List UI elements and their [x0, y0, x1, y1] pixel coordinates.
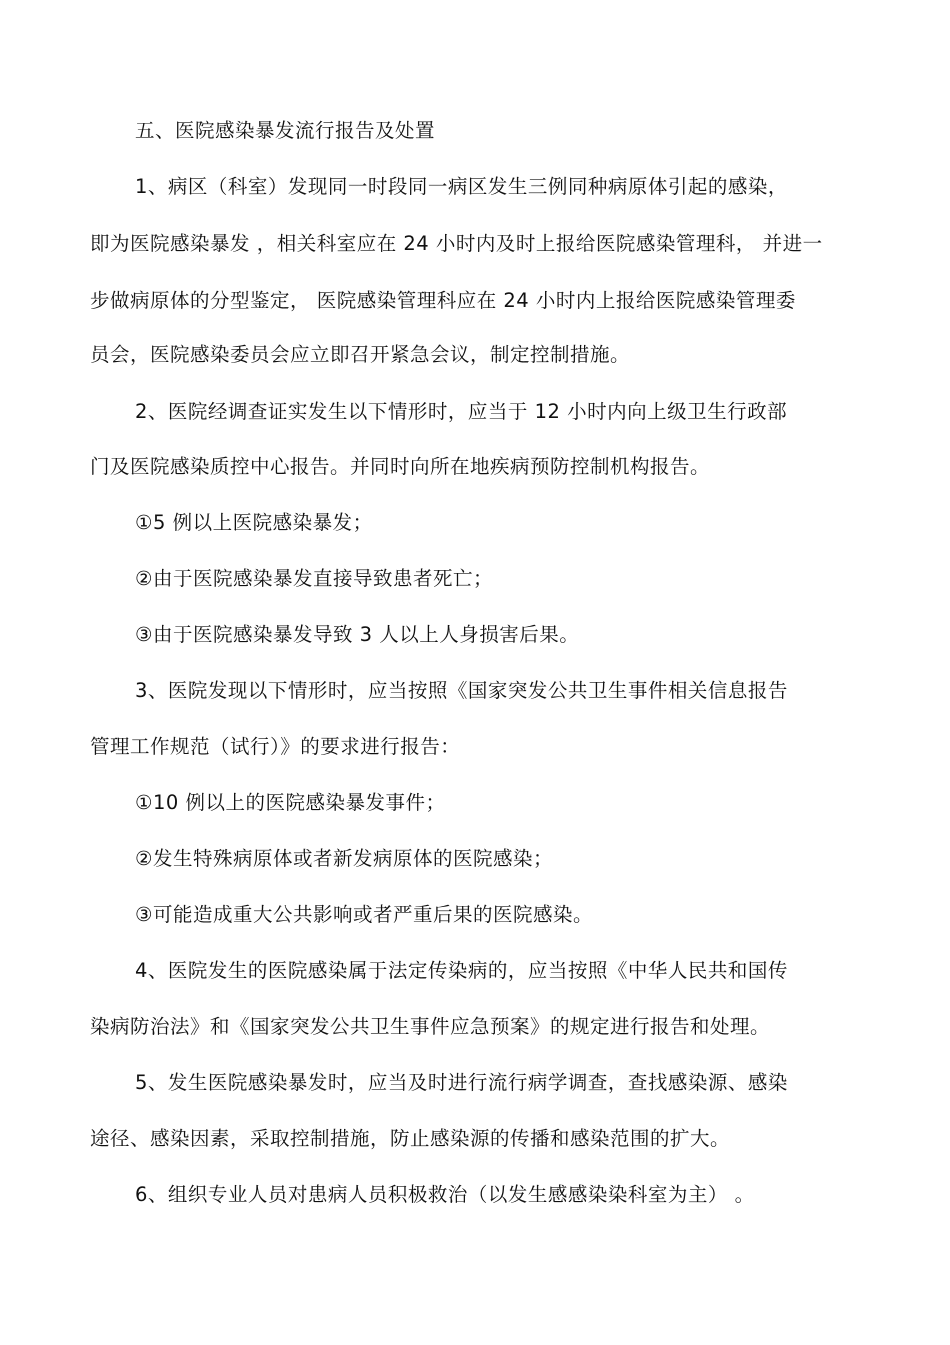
paragraph-3-line-1: 3、医院发现以下情形时，应当按照《国家突发公共卫生事件相关信息报告 [135, 679, 788, 702]
list-item-2-3: ③由于医院感染暴发导致 3 人以上人身损害后果。 [135, 623, 580, 646]
paragraph-4-line-2: 染病防治法》和《国家突发公共卫生事件应急预案》的规定进行报告和处理。 [90, 1015, 771, 1038]
paragraph-1-line-3: 步做病原体的分型鉴定， 医院感染管理科应在 24 小时内上报给医院感染管理委 [90, 289, 796, 312]
paragraph-3-line-2: 管理工作规范（试行）》的要求进行报告： [90, 735, 461, 758]
list-item-2-2: ②由于医院感染暴发直接导致患者死亡； [135, 567, 493, 590]
paragraph-1-line-4: 员会，医院感染委员会应立即召开紧急会议，制定控制措施。 [90, 343, 631, 366]
paragraph-5-line-1: 5、发生医院感染暴发时，应当及时进行流行病学调查，查找感染源、感染 [135, 1071, 788, 1094]
paragraph-5-line-2: 途径、感染因素，采取控制措施，防止感染源的传播和感染范围的扩大。 [90, 1127, 731, 1150]
paragraph-6-line-1: 6、组织专业人员对患病人员积极救治（以发生感感染染科室为主） 。 [135, 1183, 755, 1206]
paragraph-1-line-2: 即为医院感染暴发 ，相关科室应在 24 小时内及时上报给医院感染管理科， 并进一 [90, 232, 823, 255]
paragraph-2-line-2: 门及医院感染质控中心报告。并同时向所在地疾病预防控制机构报告。 [90, 455, 711, 478]
list-item-3-2: ②发生特殊病原体或者新发病原体的医院感染； [135, 847, 553, 870]
list-item-3-3: ③可能造成重大公共影响或者严重后果的医院感染。 [135, 903, 593, 926]
section-heading: 五、医院感染暴发流行报告及处置 [135, 119, 436, 142]
list-item-3-1: ①10 例以上的医院感染暴发事件； [135, 791, 446, 814]
paragraph-1-line-1: 1、病区（科室）发现同一时段同一病区发生三例同种病原体引起的感染， [135, 175, 788, 198]
paragraph-4-line-1: 4、医院发生的医院感染属于法定传染病的，应当按照《中华人民共和国传 [135, 959, 788, 982]
paragraph-2-line-1: 2、医院经调查证实发生以下情形时，应当于 12 小时内向上级卫生行政部 [135, 400, 788, 423]
list-item-2-1: ①5 例以上医院感染暴发； [135, 511, 373, 534]
